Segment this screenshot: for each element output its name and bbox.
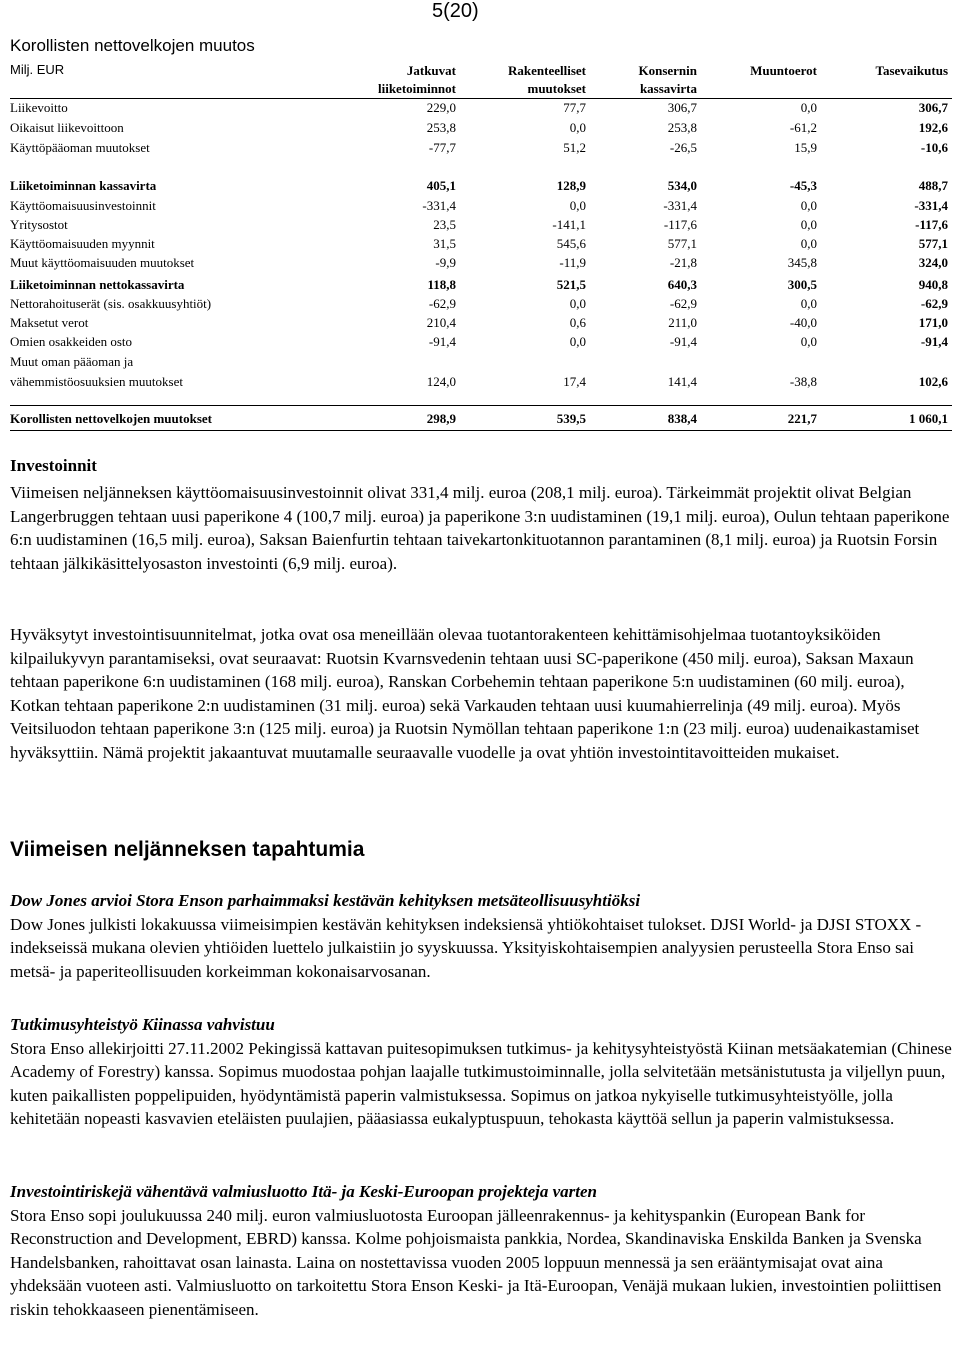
- cell-value: 405,1: [426, 178, 456, 193]
- cell-value: -117,6: [663, 217, 697, 232]
- col-header-balance: [838, 62, 948, 80]
- col-header-line2: Tasevaikutus: [875, 63, 948, 78]
- cell-value: 324,0: [918, 255, 948, 270]
- row-label: Käyttöomaisuuden myynnit: [10, 236, 155, 251]
- event-title: Tutkimusyhteistyö Kiinassa vahvistuu: [10, 1015, 275, 1034]
- cell-value: 0,0: [569, 334, 586, 349]
- cell-value: 640,3: [667, 277, 697, 292]
- row-label: Muut oman pääoman ja: [10, 354, 134, 369]
- cell-value: 306,7: [918, 100, 948, 115]
- cell-value: 1 060,1: [909, 411, 948, 426]
- cell-value: 0,0: [800, 296, 817, 311]
- event-dow-jones: [10, 889, 955, 983]
- paragraph: Viimeisen neljänneksen käyttöomaisuusinvestoinnit olivat 331,4 milj. euroa (208,1 milj. euroa). Tärkeimmät projektit olivat Belgian Langerbruggen tehtaan uusi paperikone 4 (100,7 milj. euroa) ja paperikone 3:n uudistaminen (19,1 milj. euroa), Oulun tehtaan paperikone 6:n uudistaminen (16,5 milj. euroa), Saksan Baienfurtin tehtaan taivekartonkituotannon parantaminen (8,1 milj. euroa) ja Ruotsin Forsin tehtaan jälkikäsittelyosaston investointi (6,9 milj. euroa).: [10, 483, 950, 573]
- cell-value: 577,1: [667, 236, 697, 251]
- cell-value: 0,0: [569, 198, 586, 213]
- cell-value: 31,5: [433, 236, 456, 251]
- cell-value: -331,4: [914, 198, 948, 213]
- investments-paragraph-2: [10, 623, 955, 764]
- cell-value: 488,7: [918, 178, 948, 193]
- row-label: Käyttöomaisuusinvestoinnit: [10, 198, 156, 213]
- row-label: Yritysostot: [10, 217, 68, 232]
- cell-value: 545,6: [556, 236, 586, 251]
- unit-label: Milj. EUR: [10, 62, 65, 77]
- cell-value: -91,4: [669, 334, 697, 349]
- cell-value: -40,0: [789, 315, 817, 330]
- row-label: Liiketoiminnan nettokassavirta: [10, 277, 185, 292]
- cell-value: 306,7: [667, 100, 697, 115]
- col-header-fx: [707, 62, 817, 80]
- col-header-line2: Muuntoerot: [750, 63, 817, 78]
- cell-value: 298,9: [426, 411, 456, 426]
- cell-value: 0,0: [800, 334, 817, 349]
- col-header-line1: Rakenteelliset: [508, 63, 586, 78]
- row-label: Liiketoiminnan kassavirta: [10, 178, 157, 193]
- cell-value: 577,1: [918, 236, 948, 251]
- col-header-structural: [476, 62, 586, 98]
- cell-value: 210,4: [426, 315, 456, 330]
- cell-value: 192,6: [918, 120, 948, 135]
- row-label: Muut käyttöomaisuuden muutokset: [10, 255, 195, 270]
- cell-value: -10,6: [920, 140, 948, 155]
- row-label: Liikevoitto: [10, 100, 68, 115]
- cell-value: -45,3: [789, 178, 817, 193]
- cell-value: -117,6: [915, 217, 948, 232]
- cell-value: 345,8: [787, 255, 817, 270]
- cell-value: 300,5: [787, 277, 817, 292]
- event-title: Investointiriskejä vähentävä valmiusluotto Itä- ja Keski-Euroopan projekteja varten: [10, 1182, 598, 1201]
- cell-value: 171,0: [918, 315, 948, 330]
- cell-value: 23,5: [433, 217, 456, 232]
- cell-value: -11,9: [559, 255, 586, 270]
- cell-value: 0,6: [569, 315, 586, 330]
- cell-value: -331,4: [422, 198, 456, 213]
- page-number: 5(20): [432, 0, 479, 22]
- cell-value: 0,0: [800, 100, 817, 115]
- event-body: Stora Enso allekirjoitti 27.11.2002 Pekingissä kattavan puitesopimuksen tutkimus- ja kehitysyhteistyöstä Kiinan metsäakatemian (Chinese Academy of Forestry) kanssa. Sopimus muodostaa pohjan laajalle tutkimustoiminnalle, jolla selvitetään metsänistutusta ja viljellyn puun, kuten paikallisten poppelipuiden, hyödyntämistä paperin valmistuksessa. Sopimus on jatkoa nykyiselle tutkimusyhteistyölle, jolla kehitetään nopeasti kasvavien eteläisten puulajien, pääasiassa eukalyptuspuun, tehokasta käyttöä sellun ja paperin valmistuksessa.: [10, 1038, 952, 1128]
- cell-value: -91,4: [920, 334, 948, 349]
- paragraph: Hyväksytyt investointisuunnitelmat, jotka ovat osa meneillään olevaa tuotantorakenteen kehittämisohjelmaa tuotantoyksiköiden kilpailukyvyn parantamiseksi, ovat seuraavat: Ruotsin Kvarnsvedenin tehtaan uusi SC-paperikone (450 milj. euroa), Saksan Maxaun tehtaan paperikone 6:n uudistaminen (168 milj. euroa), Ranskan Corbehemin tehtaan paperikone 5:n uudistaminen (60 milj. euroa), Kotkan tehtaan paperikone 2:n uudistaminen (31 milj. euroa) sekä Varkauden tehtaan uusi kuumahierrelinja (49 milj. euroa). Myös Veitsiluodon tehtaan paperikone 3:n (125 milj. euroa) ja Ruotsin Nymöllan tehtaan paperikone 1:n (23 milj. euroa) uudenaikastamiset hyväksyttiin. Nämä projektit jakaantuvat muutamalle seuraavalle vuodelle ja ovat yhtiön investointitavoitteiden mukaiset.: [10, 625, 920, 762]
- cell-value: 77,7: [563, 100, 586, 115]
- cell-value: -61,2: [789, 120, 817, 135]
- cell-value: 0,0: [800, 198, 817, 213]
- col-header-group-cashflow: [587, 62, 697, 98]
- investments-paragraph-1: [10, 481, 955, 575]
- cell-value: 0,0: [569, 296, 586, 311]
- cell-value: 211,0: [668, 315, 697, 330]
- cell-value: -9,9: [435, 255, 456, 270]
- cell-value: 838,4: [667, 411, 697, 426]
- cell-value: -331,4: [663, 198, 697, 213]
- cell-value: 253,8: [667, 120, 697, 135]
- col-header-line1: Jatkuvat: [406, 63, 456, 78]
- cell-value: -62,9: [428, 296, 456, 311]
- event-china-research: [10, 1013, 955, 1131]
- col-header-line2: kassavirta: [639, 81, 697, 96]
- table-title: Korollisten nettovelkojen muutos: [10, 36, 255, 55]
- cell-value: 15,9: [794, 140, 817, 155]
- cell-value: 253,8: [426, 120, 456, 135]
- row-label: Oikaisut liikevoittoon: [10, 120, 124, 135]
- row-label: Maksetut verot: [10, 315, 89, 330]
- cell-value: -141,1: [552, 217, 586, 232]
- cell-value: -62,9: [920, 296, 948, 311]
- cell-value: 124,0: [426, 374, 456, 389]
- cell-value: 221,7: [787, 411, 817, 426]
- row-label-cont: vähemmistöosuuksien muutokset: [10, 374, 183, 389]
- row-label: Käyttöpääoman muutokset: [10, 140, 150, 155]
- event-credit-facility: [10, 1180, 955, 1321]
- cell-value: -91,4: [428, 334, 456, 349]
- table-divider: [10, 405, 952, 406]
- event-body: Dow Jones julkisti lokakuussa viimeisimpien kestävän kehityksen indeksiensä yhtiökohtaiset tulokset. DJSI World- ja DJSI STOXX -indekseissä mukana olevien yhtiöiden luettelo julkaistiin jo syyskuussa. Yksityiskohtaisempien analyysien perusteella Stora Enso sai metsä- ja paperiteollisuuden korkeimman kokonaisarvosanan.: [10, 914, 922, 981]
- cell-value: 0,0: [800, 236, 817, 251]
- col-header-line2: liiketoiminnot: [377, 81, 456, 96]
- cell-value: 534,0: [667, 178, 697, 193]
- event-title: Dow Jones arvioi Stora Enson parhaimmaksi kestävän kehityksen metsäteollisuusyhtiöksi: [10, 891, 641, 910]
- cell-value: 51,2: [563, 140, 586, 155]
- cell-value: 539,5: [556, 411, 586, 426]
- table-divider: [10, 98, 952, 99]
- cell-value: -26,5: [669, 140, 697, 155]
- col-header-continuing: [346, 62, 456, 98]
- row-label: Korollisten nettovelkojen muutokset: [10, 411, 212, 426]
- cell-value: 17,4: [563, 374, 586, 389]
- cell-value: 0,0: [569, 120, 586, 135]
- cell-value: 0,0: [800, 217, 817, 232]
- row-label: Nettorahoituserät (sis. osakkuusyhtiöt): [10, 296, 212, 311]
- cell-value: 521,5: [556, 277, 586, 292]
- cell-value: 102,6: [918, 374, 948, 389]
- cell-value: 141,4: [667, 374, 697, 389]
- events-heading: Viimeisen neljänneksen tapahtumia: [10, 838, 365, 861]
- cell-value: -62,9: [669, 296, 697, 311]
- table-bottom-line: [10, 430, 952, 431]
- cell-value: 118,8: [427, 277, 456, 292]
- cell-value: -21,8: [669, 255, 697, 270]
- cell-value: 128,9: [556, 178, 586, 193]
- investments-heading: Investoinnit: [10, 456, 97, 475]
- cell-value: 229,0: [426, 100, 456, 115]
- col-header-line2: muutokset: [527, 81, 586, 96]
- event-body: Stora Enso sopi joulukuussa 240 milj. euron valmiusluotosta Euroopan jälleenrakennus- ja kehityspankin (European Bank for Reconstruction and Development, EBRD) kanssa. Kolme pohjoismaista pankkia, Nordea, Skandinaviska Enskilda Banken ja Svenska Handelsbanken, rahoittavat osan lainasta. Laina on nostettavissa vuoden 2005 loppuun mennessä ja sen erääntymisajat ovat aina yhdeksään vuoteen asti. Valmiusluotto on tarkoitettu Stora Enson Keski- ja Itä-Euroopan, Venäjä mukaan lukien, investointien poliittisen riskin tehokkaaseen pienentämiseen.: [10, 1205, 942, 1319]
- cell-value: -38,8: [789, 374, 817, 389]
- row-label: Omien osakkeiden osto: [10, 334, 133, 349]
- cell-value: 940,8: [918, 277, 948, 292]
- col-header-line1: Konsernin: [638, 63, 697, 78]
- cell-value: -77,7: [428, 140, 456, 155]
